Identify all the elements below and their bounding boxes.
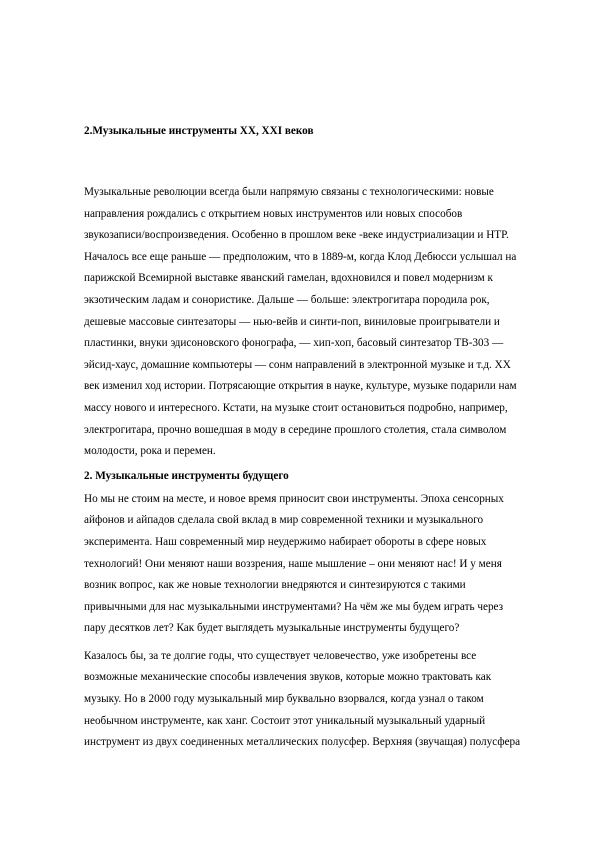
text-line: айфонов и айпадов сделала свой вклад в мир современной техники и музыкального <box>84 514 484 527</box>
text-line: эксперимента. Наш современный мир неудержимо набирает обороты в сфере новых <box>84 535 487 548</box>
text-line: привычными для нас музыкальными инструментами? На чём же мы будем играть через <box>84 600 504 613</box>
paragraph-musical-revolutions <box>84 182 544 463</box>
text-line: электрогитара, прочно вошедшая в моду в середине прошлого столетия, стала символом <box>84 423 507 436</box>
text-line: Казалось бы, за те долгие годы, что существует человечество, уже изобретены все <box>84 649 477 662</box>
document-content <box>84 120 544 754</box>
text-line: массу нового и интересного. Кстати, на музыке стоит остановиться подробно, например, <box>84 401 508 414</box>
text-line: музыку. Но в 2000 году музыкальный мир буквально взорвался, когда узнал о таком <box>84 693 484 706</box>
text-line: возник вопрос, как же новые технологии внедряются и синтезируются с такими <box>84 579 466 592</box>
text-line: необычном инструменте, как ханг. Состоит этот уникальный музыкальный ударный <box>84 714 486 727</box>
text-line: технологий! Они меняют наши воззрения, наше мышление – они меняют нас! И у меня <box>84 557 502 570</box>
text-line: эйсид-хаус, домашние компьютеры — сонм направлений в электронной музыке и т.д. ХХ <box>84 358 511 371</box>
text-line: пару десятков лет? Как будет выглядеть музыкальные инструменты будущего? <box>84 622 460 635</box>
text-line: дешевые массовые синтезаторы — нью-вейв и синти-поп, виниловые проигрыватели и <box>84 315 500 328</box>
text-line: инструмент из двух соединенных металлических полусфер. Верхняя (звучащая) полусфера <box>84 736 521 749</box>
paragraph-hang-instrument <box>84 646 544 754</box>
section-heading-future-instruments: 2. Музыкальные инструменты будущего <box>84 469 289 482</box>
text-line: век изменил ход истории. Потрясающие открытия в науке, культуре, музыке подарили нам <box>84 380 517 393</box>
text-line: экзотическим ладам и сонористике. Дальше — больше: электрогитара породила рок, <box>84 293 490 306</box>
text-line: Музыкальные революции всегда были напрямую связаны с технологическими: новые <box>84 186 494 198</box>
text-line: молодости, рока и перемен. <box>84 445 216 458</box>
text-line: направления рождались с открытием новых инструментов или новых способов <box>84 207 463 220</box>
text-line: Но мы не стоим на месте, и новое время приносит свои инструменты. Эпоха сенсорных <box>84 492 504 505</box>
text-line: Началось все еще раньше — предположим, что в 1889-м, когда Клод Дебюсси услышал на <box>84 250 517 263</box>
text-line: парижской Всемирной выставке яванский гамелан, вдохновился и повел модернизм к <box>84 272 493 285</box>
paragraph-new-times <box>84 489 544 640</box>
text-line: звукозаписи/воспроизведения. Особенно в прошлом веке -веке индустриализации и НТР. <box>84 229 509 242</box>
text-line: возможные механические способы извлечения звуков, которые можно трактовать как <box>84 671 492 684</box>
section-heading-instruments-20-21-century: 2.Музыкальные инструменты XX, XXI веков <box>84 125 314 137</box>
text-line: пластинки, внуки эдисоновского фонографа, — хип-хоп, басовый синтезатор ТВ-303 — <box>84 337 504 350</box>
